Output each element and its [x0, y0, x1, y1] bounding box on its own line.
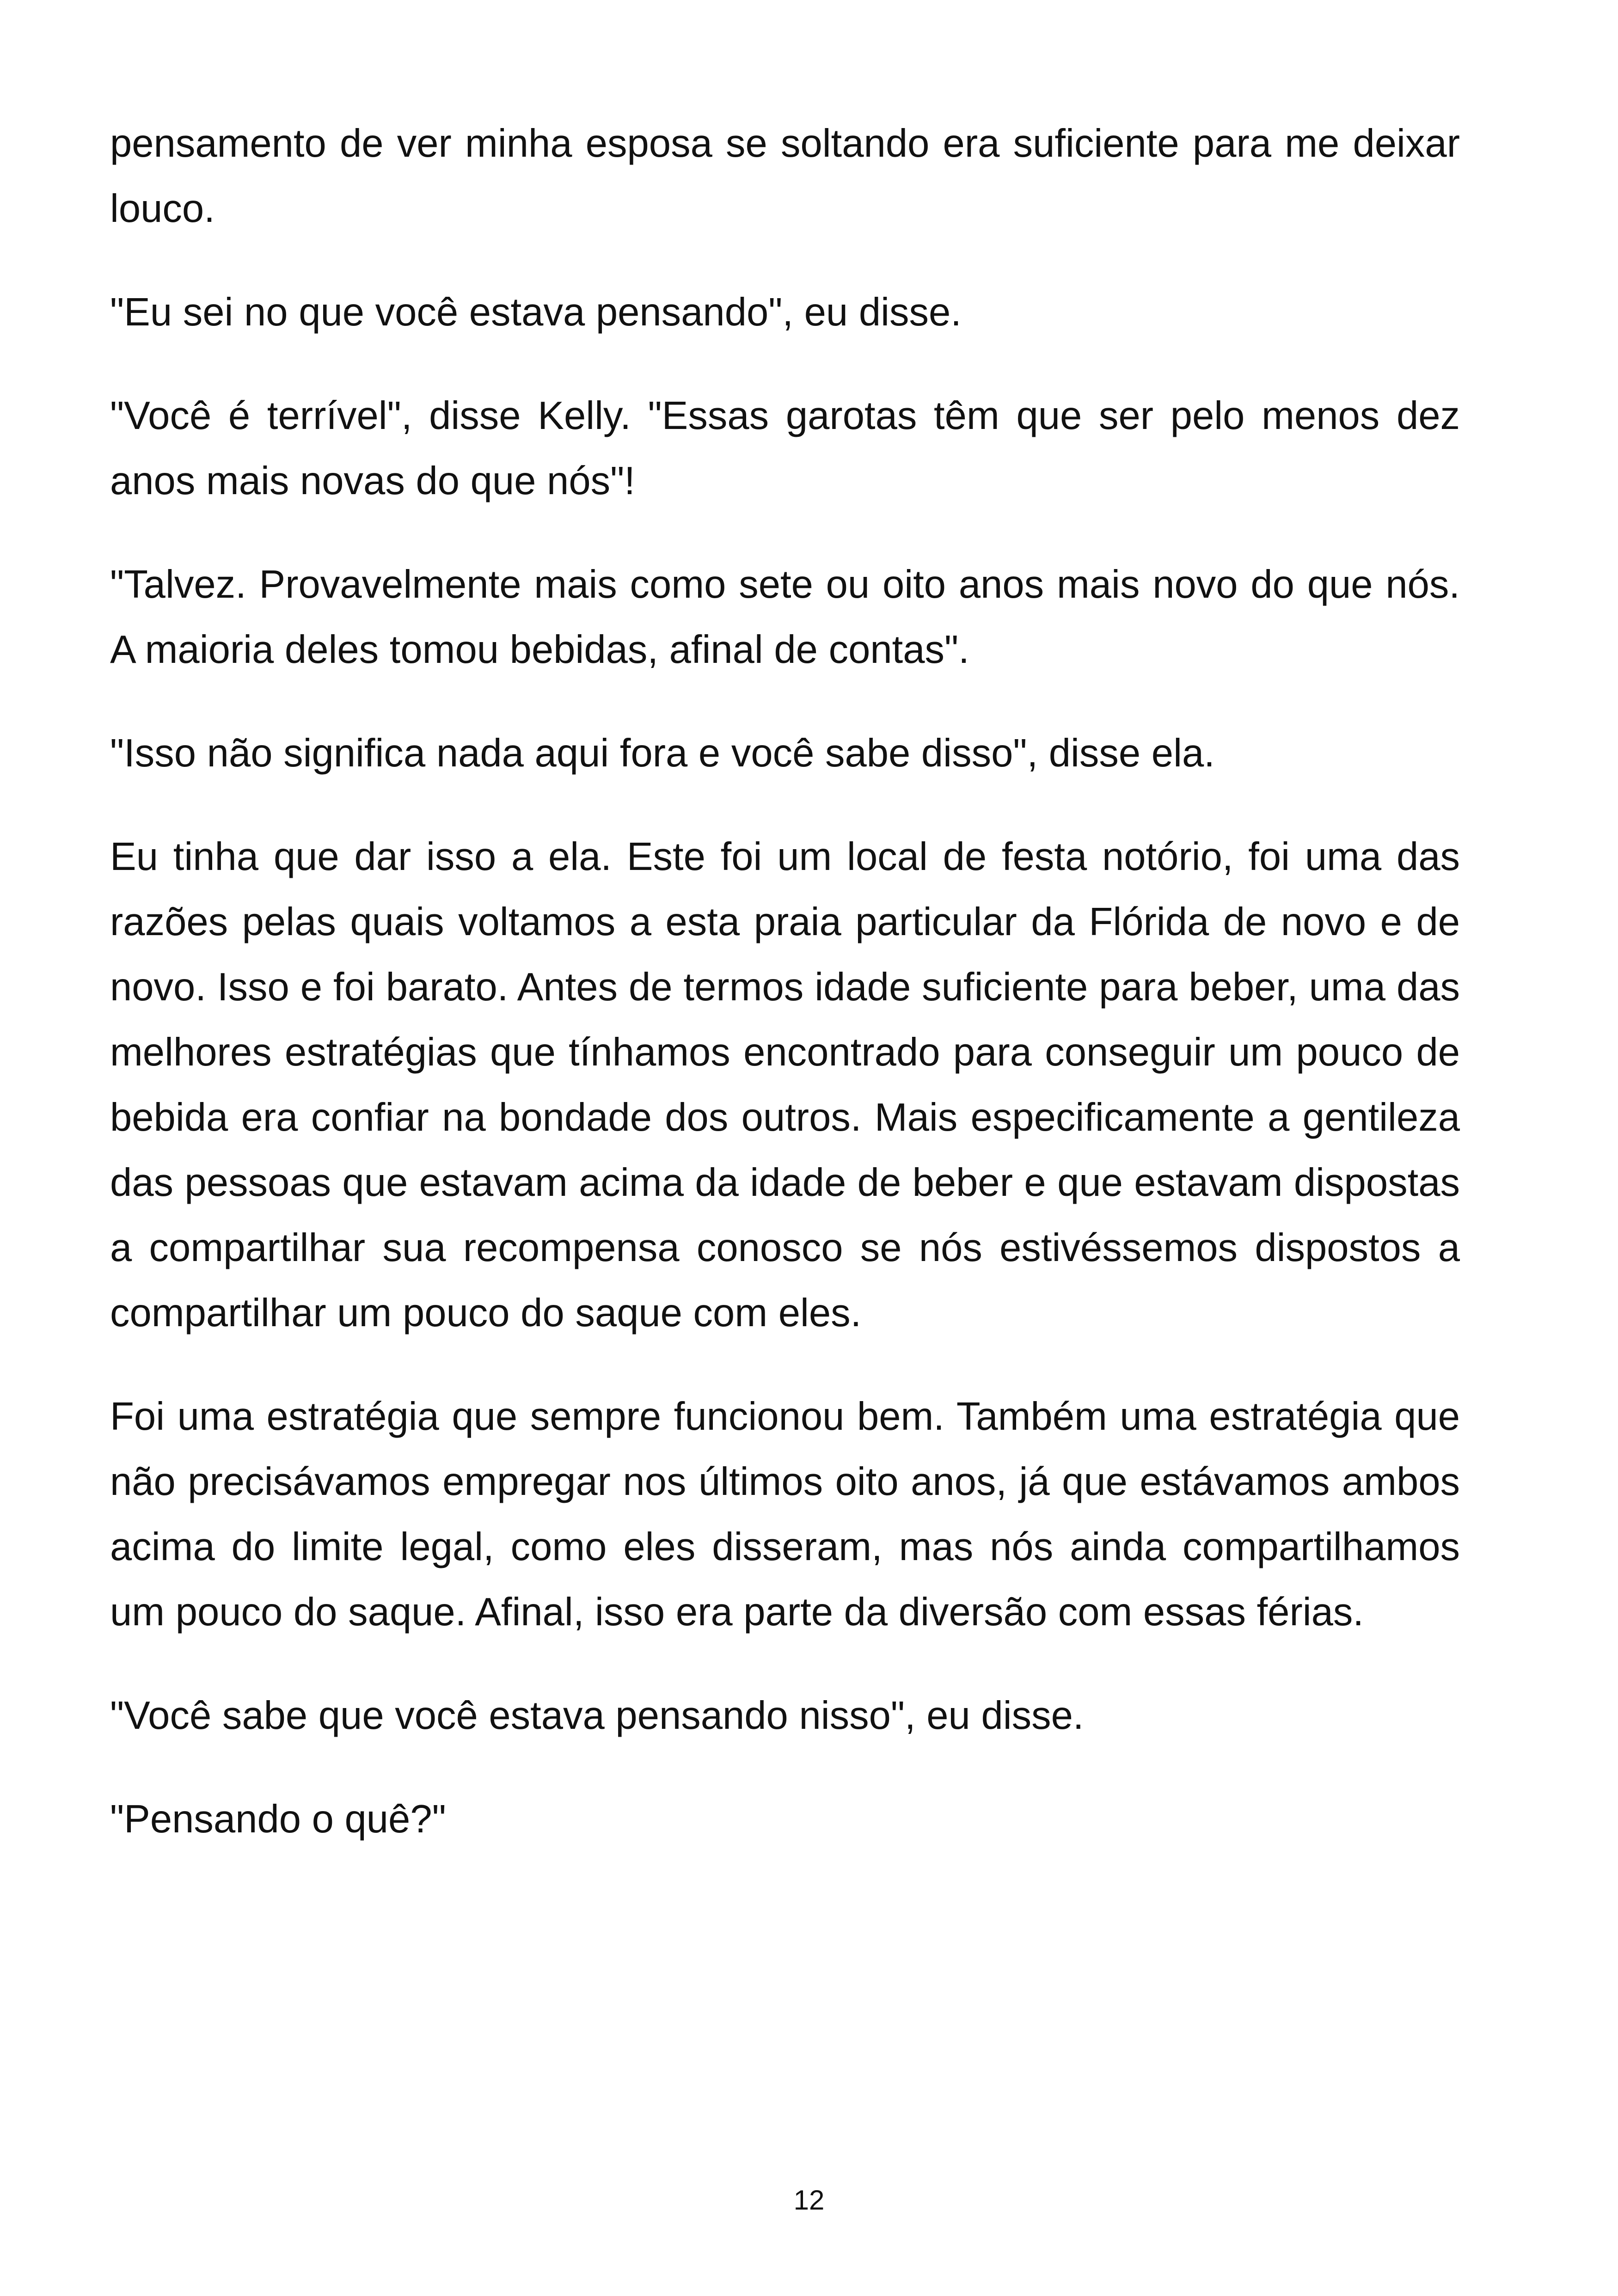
page-number: 12: [793, 2185, 825, 2216]
paragraph: "Você é terrível", disse Kelly. "Essas garotas têm que ser pelo menos dez anos mais novas do que nós"!: [110, 394, 1460, 503]
paragraph: pensamento de ver minha esposa se soltando era suficiente para me deixar louco.: [110, 122, 1460, 231]
paragraph: "Talvez. Provavelmente mais como sete ou oito anos mais novo do que nós. A maioria deles tomou bebidas, afinal de contas".: [110, 563, 1460, 672]
paragraph: "Você sabe que você estava pensando nisso", eu disse.: [110, 1694, 1084, 1738]
paragraph: "Isso não significa nada aqui fora e você sabe disso", disse ela.: [110, 731, 1215, 775]
paragraph: "Eu sei no que você estava pensando", eu disse.: [110, 290, 962, 334]
paragraph: Foi uma estratégia que sempre funcionou bem. Também uma estratégia que não precisávamos empregar nos últimos oito anos, já que estávamos ambos acima do limite legal, como eles disseram, mas nós ainda compartilhamos um pouco do saque. Afinal, isso era parte da diversão com essas férias.: [110, 1395, 1460, 1634]
paragraph: Eu tinha que dar isso a ela. Este foi um local de festa notório, foi uma das razões pelas quais voltamos a esta praia particular da Flórida de novo e de novo. Isso e foi barato. Antes de termos idade suficiente para beber, uma das melhores estratégias que tínhamos encontrado para conseguir um pouco de bebida era confiar na bondade dos outros. Mais especificamente a gentileza das pessoas que estavam acima da idade de beber e que estavam dispostas a compartilhar sua recompensa conosco se nós estivéssemos dispostos a compartilhar um pouco do saque com eles.: [110, 835, 1460, 1335]
paragraph: "Pensando o quê?": [110, 1797, 446, 1841]
body-text: [110, 111, 1460, 1890]
